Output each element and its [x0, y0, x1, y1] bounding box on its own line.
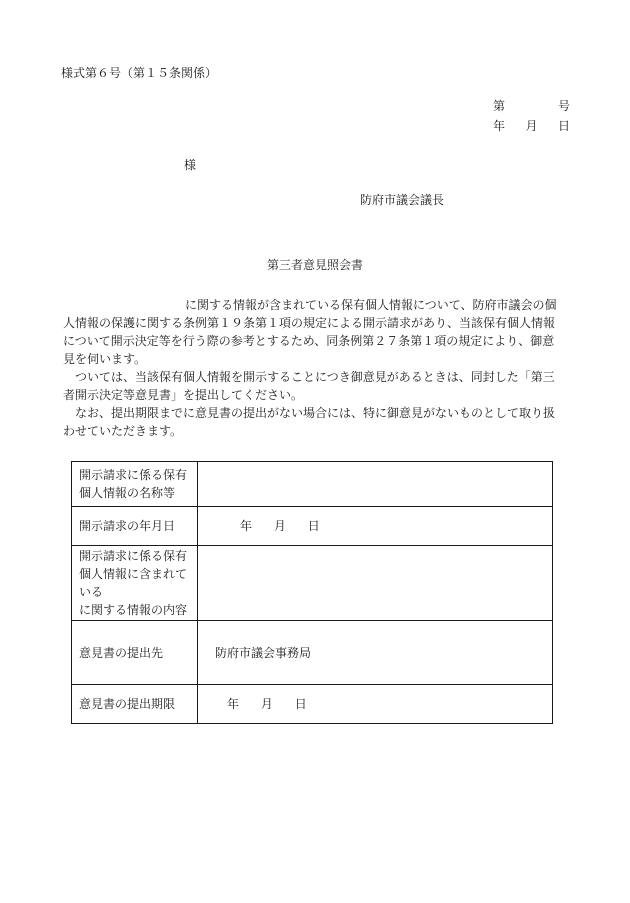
table-row: [72, 507, 553, 546]
body-line: について開示決定等を行う際の参考とするため、同条例第２７条第１項の規定により、御意: [63, 334, 555, 348]
table-label-submit-to: 意見書の提出先: [72, 621, 198, 685]
body-paragraph-1: [63, 296, 571, 368]
table-label-item-name: 開示請求に係る保有 個人情報の名称等: [72, 462, 198, 507]
table-row: [72, 685, 553, 724]
table-value-submit-to: 防府市議会事務局: [198, 621, 553, 685]
body-line: 人情報の保護に関する条例第１９条第１項の規定による開示請求があり、当該保有個人情報: [63, 316, 556, 330]
body-line: 者開示決定等意見書」を提出してください。: [63, 388, 304, 402]
table-row: [72, 621, 553, 685]
table-label-deadline: 意見書の提出期限: [72, 685, 198, 724]
table-value-info-content: [198, 546, 553, 621]
body-line: 見を伺います。: [63, 352, 147, 366]
table-value-request-date: 年 月 日: [198, 507, 553, 546]
form-number: 様式第６号（第１５条関係）: [61, 66, 218, 80]
table-value-deadline: 年 月 日: [198, 685, 553, 724]
body-line: わせていただきます。: [63, 424, 183, 438]
table-row: [72, 546, 553, 621]
document-number-label: 第: [493, 99, 506, 113]
document-title: 第三者意見照会書: [266, 258, 363, 272]
document-date: [493, 117, 570, 135]
sender: 防府市議会議長: [360, 193, 445, 207]
date-year: 年: [493, 119, 506, 133]
table-label-request-date: 開示請求の年月日: [72, 507, 198, 546]
table-value-item-name: [198, 462, 553, 507]
table-row: [72, 462, 553, 507]
body-line: ついては、当該保有個人情報を開示することにつき御意見があるときは、同封した「第三: [75, 370, 555, 384]
body-line: なお、提出期限までに意見書の提出がない場合には、特に御意見がないものとして取り扱: [75, 406, 556, 420]
body-line: に関する情報が含まれている保有個人情報について、防府市議会の個: [185, 298, 557, 312]
body-paragraph-3: [63, 404, 571, 440]
date-day: 日: [557, 119, 570, 133]
document-number: [493, 97, 570, 115]
document-number-suffix: 号: [557, 99, 570, 113]
table-label-info-content: 開示請求に係る保有 個人情報に含まれて いる に関する情報の内容: [72, 546, 198, 621]
body-paragraph-2: [63, 368, 571, 404]
addressee-honorific: 様: [184, 158, 197, 172]
info-table: [71, 461, 553, 724]
date-month: 月: [525, 119, 538, 133]
